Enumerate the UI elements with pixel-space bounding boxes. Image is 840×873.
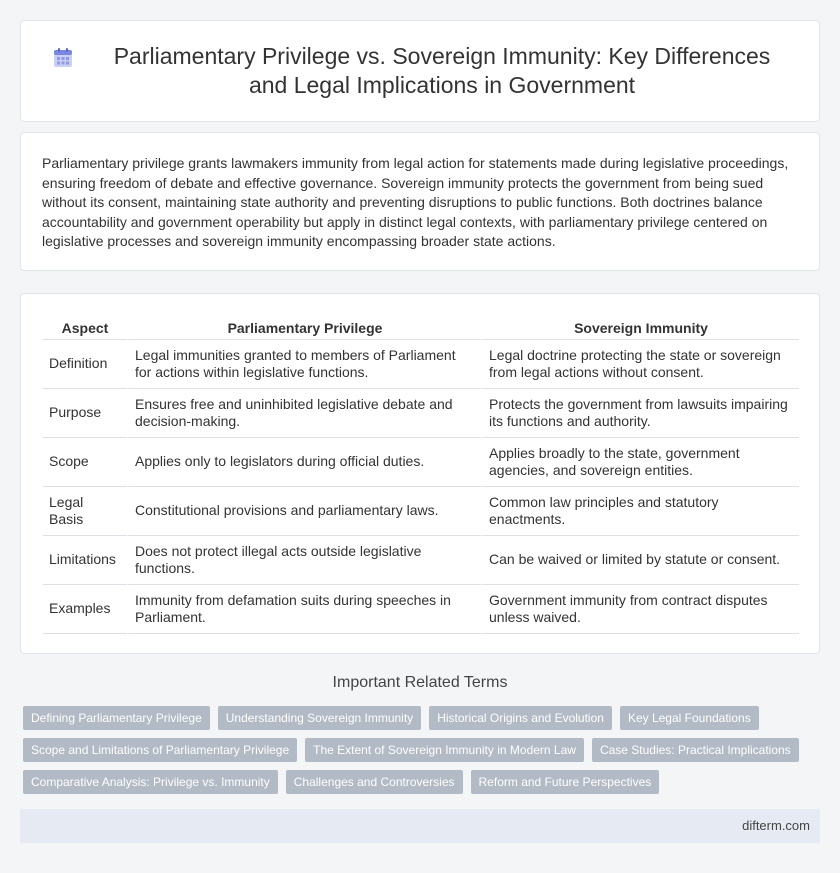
row-immunity: Common law principles and statutory enactments. <box>481 487 799 536</box>
table-row <box>43 536 799 585</box>
related-terms-heading: Important Related Terms <box>332 674 508 691</box>
title-wrap <box>21 21 819 121</box>
row-immunity: Protects the government from lawsuits impairing its functions and authority. <box>481 389 799 438</box>
row-immunity: Legal doctrine protecting the state or sovereign from legal actions without consent. <box>481 340 799 389</box>
table-row <box>43 487 799 536</box>
row-aspect: Scope <box>43 438 127 487</box>
calendar-icon <box>51 46 75 70</box>
row-immunity: Can be waived or limited by statute or consent. <box>481 536 799 585</box>
footer-site-link[interactable]: difterm.com <box>742 818 810 833</box>
related-term-tag[interactable]: The Extent of Sovereign Immunity in Modern Law <box>305 738 584 762</box>
footer <box>20 809 820 843</box>
row-immunity: Applies broadly to the state, government agencies, and sovereign entities. <box>481 438 799 487</box>
row-privilege: Applies only to legislators during official duties. <box>127 438 481 487</box>
row-privilege: Immunity from defamation suits during speeches in Parliament. <box>127 585 481 634</box>
table-row <box>43 438 799 487</box>
related-terms-tags <box>23 706 813 794</box>
row-aspect: Purpose <box>43 389 127 438</box>
row-immunity: Government immunity from contract disputes unless waived. <box>481 585 799 634</box>
row-aspect: Examples <box>43 585 127 634</box>
row-privilege: Legal immunities granted to members of Parliament for actions within legislative functions. <box>127 340 481 389</box>
comparison-table <box>43 314 799 634</box>
table-row <box>43 340 799 389</box>
intro-paragraph: Parliamentary privilege grants lawmakers immunity from legal action for statements made during legislative proceedings, ensuring freedom of debate and effective governance. Sovereign immunity protects the government from being sued without its consent, maintaining state authority and preventing disruptions to public functions. Both doctrines balance accountability and government operability but apply in distinct legal contexts, with parliamentary privilege centered on legislative processes and sovereign immunity encompassing broader state actions. <box>42 155 789 249</box>
row-aspect: Limitations <box>43 536 127 585</box>
header-aspect: Aspect <box>43 314 127 340</box>
related-term-tag[interactable]: Challenges and Controversies <box>286 770 463 794</box>
row-privilege: Ensures free and uninhibited legislative debate and decision-making. <box>127 389 481 438</box>
comparison-table-card <box>20 293 820 654</box>
header-sovereign-immunity: Sovereign Immunity <box>481 314 799 340</box>
related-term-tag[interactable]: Historical Origins and Evolution <box>429 706 612 730</box>
related-term-tag[interactable]: Comparative Analysis: Privilege vs. Immunity <box>23 770 278 794</box>
row-aspect: Legal Basis <box>43 487 127 536</box>
related-term-tag[interactable]: Case Studies: Practical Implications <box>592 738 799 762</box>
row-aspect: Definition <box>43 340 127 389</box>
related-term-tag[interactable]: Key Legal Foundations <box>620 706 759 730</box>
table-row <box>43 389 799 438</box>
related-term-tag[interactable]: Reform and Future Perspectives <box>471 770 660 794</box>
related-term-tag[interactable]: Scope and Limitations of Parliamentary Privilege <box>23 738 297 762</box>
row-privilege: Does not protect illegal acts outside legislative functions. <box>127 536 481 585</box>
related-term-tag[interactable]: Defining Parliamentary Privilege <box>23 706 210 730</box>
table-header-row <box>43 314 799 340</box>
page-title: Parliamentary Privilege vs. Sovereign Immunity: Key Differences and Legal Implications in Government <box>113 43 771 98</box>
header-parliamentary-privilege: Parliamentary Privilege <box>127 314 481 340</box>
table-row <box>43 585 799 634</box>
related-term-tag[interactable]: Understanding Sovereign Immunity <box>218 706 421 730</box>
intro-card <box>20 132 820 271</box>
title-card <box>20 20 820 122</box>
row-privilege: Constitutional provisions and parliamentary laws. <box>127 487 481 536</box>
